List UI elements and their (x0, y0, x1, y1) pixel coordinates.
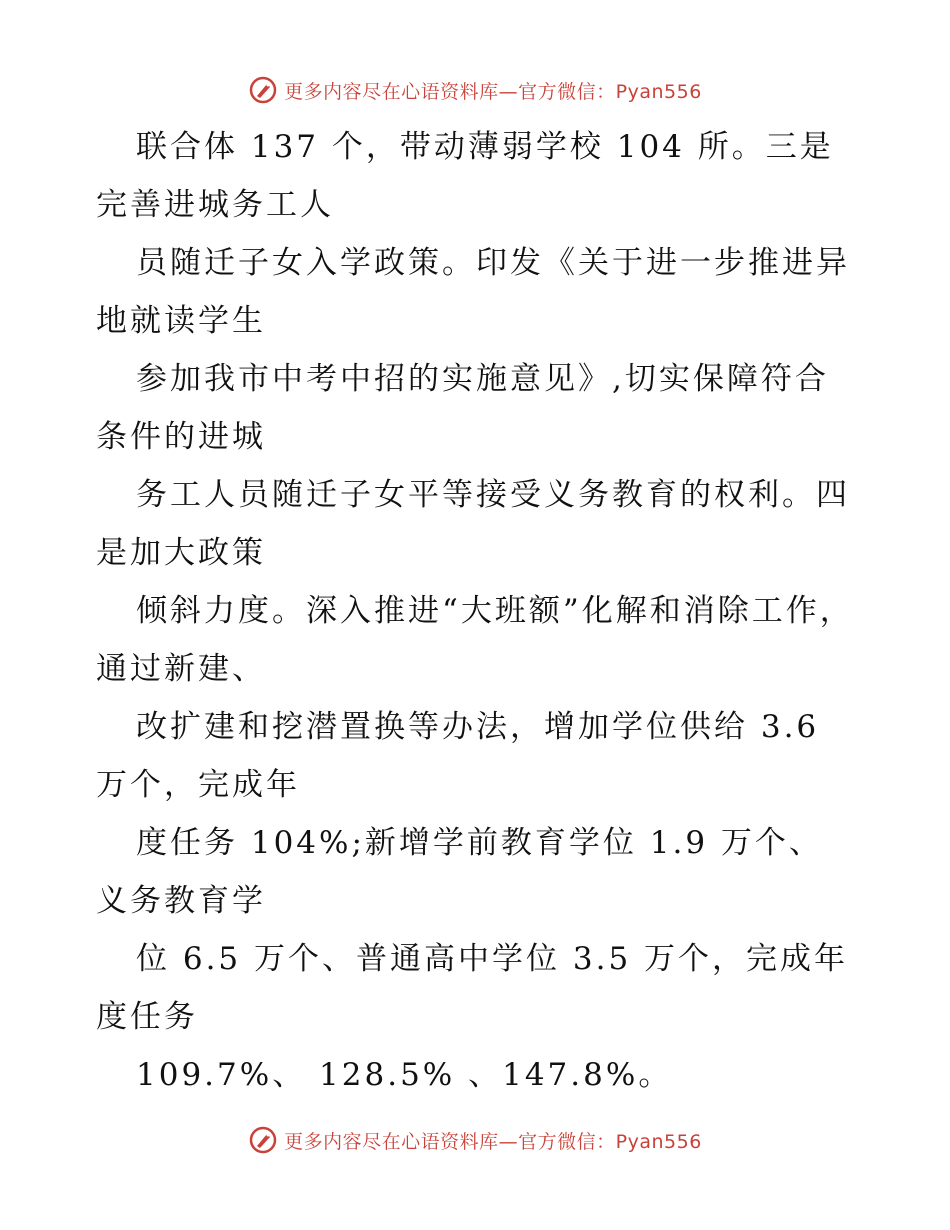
paragraph: 改扩建和挖潜置换等办法，增加学位供给 3.6 万个，完成年 (96, 709, 820, 803)
paragraph: 员随迁子女入学政策。印发《关于进一步推进异地就读学生 (96, 245, 850, 339)
paragraph: 109.7%、 128.5% 、147.8%。 (136, 1057, 673, 1093)
paragraph: 联合体 137 个，带动薄弱学校 104 所。三是完善进城务工人 (96, 129, 834, 223)
paragraph: 参加我市中考中招的实施意见》,切实保障符合条件的进城 (96, 361, 829, 455)
paragraph: 务工人员随迁子女平等接受义务教育的权利。四是加大政策 (96, 477, 850, 571)
header-banner-text: 更多内容尽在心语资料库—官方微信：Pyan556 (284, 80, 702, 103)
document-body (96, 118, 856, 1104)
footer-banner-text: 更多内容尽在心语资料库—官方微信：Pyan556 (284, 1130, 702, 1153)
paragraph: 度任务 104%;新增学前教育学位 1.9 万个、义务教育学 (96, 825, 823, 919)
footer-banner (0, 1120, 950, 1160)
pen-nib-logo-icon (248, 1125, 278, 1155)
pen-nib-logo-icon (248, 75, 278, 105)
paragraph: 倾斜力度。深入推进“大班额”化解和消除工作，通过新建、 (96, 593, 854, 687)
paragraph: 位 6.5 万个、普通高中学位 3.5 万个，完成年度任务 (96, 941, 849, 1035)
header-banner (0, 70, 950, 110)
